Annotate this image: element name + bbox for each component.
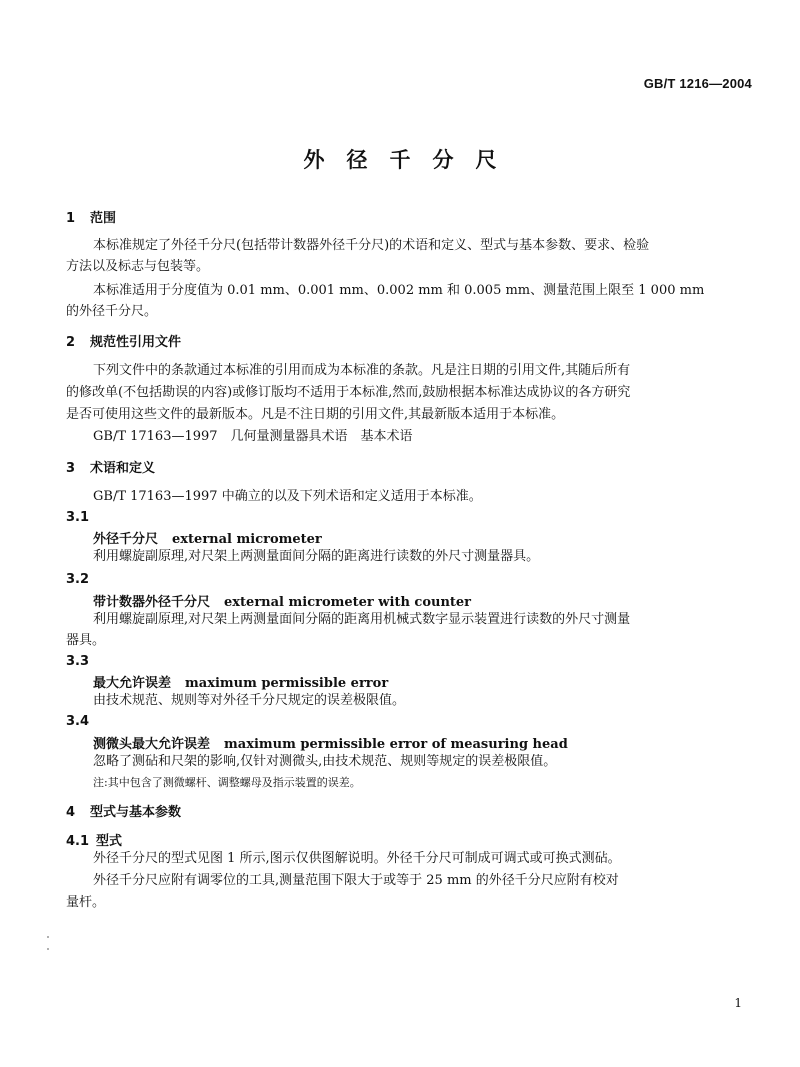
term-zh: 外径千分尺 — [93, 532, 159, 547]
term-zh: 带计数器外径千分尺 — [93, 595, 211, 610]
paragraph-line: GB/T 17163—1997 中确立的以及下列术语和定义适用于本标准。 — [93, 489, 482, 504]
term-heading — [93, 528, 322, 547]
paragraph-line: 是否可使用这些文件的最新版本。凡是不注日期的引用文件,其最新版本适用于本标准。 — [66, 407, 565, 422]
paragraph-line: 量杆。 — [66, 895, 106, 910]
section-title: 范围 — [90, 211, 117, 226]
term-definition: 利用螺旋副原理,对尺架上两测量面间分隔的距离用机械式数字显示装置进行读数的外尺寸测量 — [93, 612, 631, 627]
term-definition: 器具。 — [66, 633, 106, 648]
term-number: 3.4 — [66, 714, 90, 729]
section-title: 规范性引用文件 — [90, 335, 182, 350]
term-definition: 利用螺旋副原理,对尺架上两测量面间分隔的距离进行读数的外尺寸测量器具。 — [93, 549, 540, 564]
section-3-heading — [66, 457, 155, 476]
page-number: 1 — [734, 996, 742, 1010]
term-number: 3.1 — [66, 510, 90, 525]
term-zh: 最大允许误差 — [93, 676, 172, 691]
section-title: 术语和定义 — [90, 461, 156, 476]
section-number: 2 — [66, 335, 76, 350]
subsection-4-1-heading — [66, 830, 122, 849]
section-number: 3 — [66, 461, 76, 476]
paragraph-line: 的外径千分尺。 — [66, 304, 158, 319]
term-heading — [93, 672, 388, 691]
section-4-heading — [66, 801, 181, 820]
term-definition: 由技术规范、规则等对外径千分尺规定的误差极限值。 — [93, 693, 406, 708]
subsection-title: 型式 — [96, 834, 123, 849]
document-title: 外径千分尺 — [303, 147, 519, 172]
section-1-heading — [66, 207, 116, 226]
paragraph-line: 外径千分尺应附有调零位的工具,测量范围下限大于或等于 25 mm 的外径千分尺应附有校对 — [93, 873, 619, 888]
term-number: 3.2 — [66, 572, 90, 587]
paragraph-line: 的修改单(不包括勘误的内容)或修订版均不适用于本标准,然而,鼓励根据本标准达成协议的各方研究 — [66, 385, 631, 400]
section-number: 1 — [66, 211, 76, 226]
section-number: 4 — [66, 805, 76, 820]
term-zh: 测微头最大允许误差 — [93, 737, 211, 752]
term-en: maximum permissible error of measuring head — [224, 737, 568, 752]
paragraph-line: 外径千分尺的型式见图 1 所示,图示仅供图解说明。外径千分尺可制成可调式或可换式测砧。 — [93, 851, 621, 866]
paragraph-line: 方法以及标志与包装等。 — [66, 259, 210, 274]
scan-speck — [47, 948, 49, 950]
term-number: 3.3 — [66, 654, 90, 669]
scan-speck — [47, 936, 49, 938]
reference-item: GB/T 17163—1997 几何量测量器具术语 基本术语 — [93, 429, 413, 444]
term-note: 注:其中包含了测微螺杆、调整螺母及指示装置的误差。 — [93, 776, 361, 789]
paragraph-line: 本标准适用于分度值为 0.01 mm、0.001 mm、0.002 mm 和 0.005 mm、测量范围上限至 1 000 mm — [93, 283, 705, 298]
standard-number: GB/T 1216—2004 — [643, 76, 752, 91]
paragraph-line: 下列文件中的条款通过本标准的引用而成为本标准的条款。凡是注日期的引用文件,其随后所有 — [93, 363, 631, 378]
paragraph-line: 本标准规定了外径千分尺(包括带计数器外径千分尺)的术语和定义、型式与基本参数、要求、检验 — [93, 238, 650, 253]
term-en: external micrometer — [172, 532, 322, 547]
term-definition: 忽略了测砧和尺架的影响,仅针对测微头,由技术规范、规则等规定的误差极限值。 — [93, 754, 557, 769]
section-2-heading — [66, 331, 181, 350]
term-heading — [93, 733, 568, 752]
subsection-number: 4.1 — [66, 834, 90, 849]
term-en: external micrometer with counter — [224, 595, 472, 610]
term-heading — [93, 591, 471, 610]
term-en: maximum permissible error — [185, 676, 389, 691]
section-title: 型式与基本参数 — [90, 805, 182, 820]
